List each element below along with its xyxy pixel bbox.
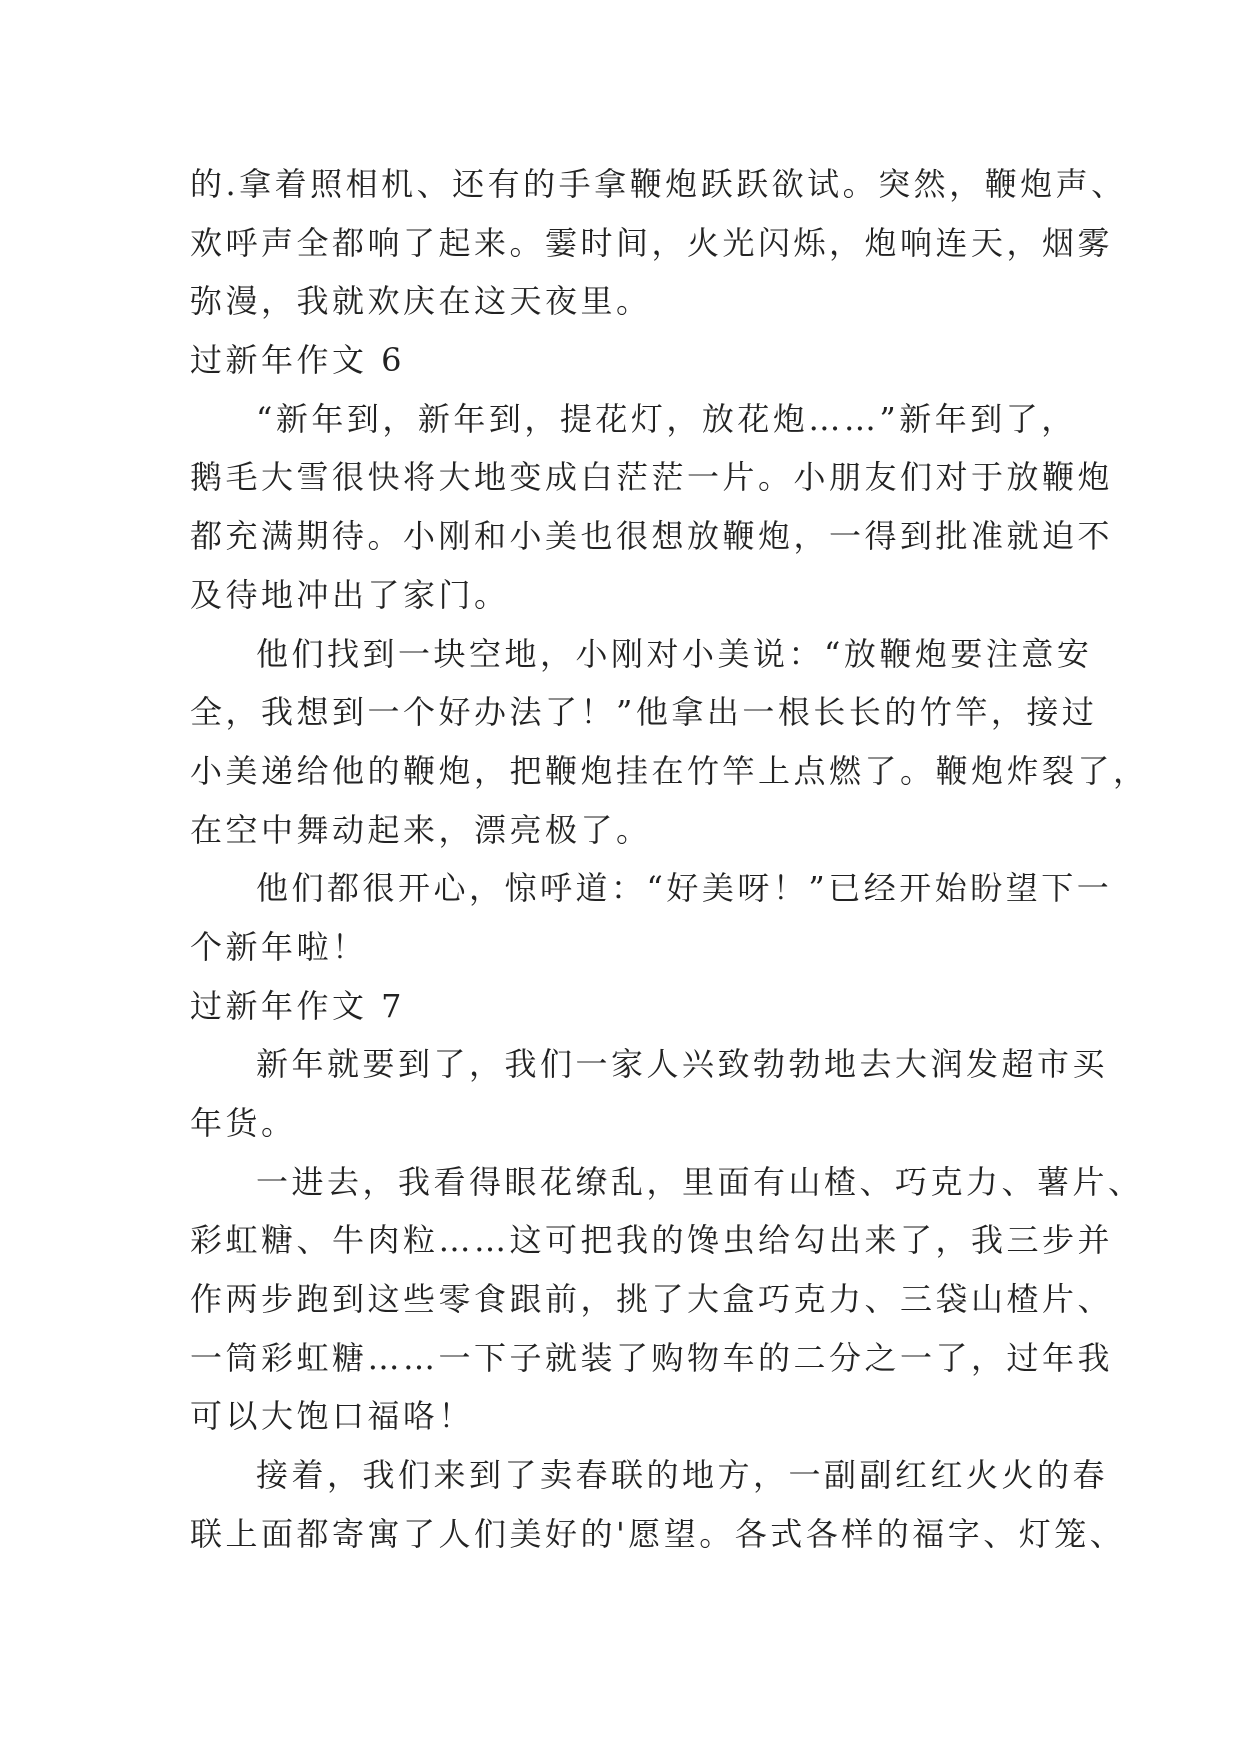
paragraph-line: 一进去，我看得眼花缭乱，里面有山楂、巧克力、薯片、 [256,1162,1144,1201]
paragraph-line: 弥漫，我就欢庆在这天夜里。 [190,282,652,321]
paragraph-line: 联上面都寄寓了人们美好的'愿望。各式各样的福字、灯笼、 [190,1514,1126,1553]
paragraph-line: 小美递给他的鞭炮，把鞭炮挂在竹竿上点燃了。鞭炮炸裂了， [190,751,1149,790]
section-heading: 过新年作文 7 [190,986,406,1025]
paragraph-line: 可以大饱口福咯！ [190,1397,475,1436]
section-heading: 过新年作文 6 [190,341,406,380]
paragraph-line: 全，我想到一个好办法了！”他拿出一根长长的竹竿，接过 [190,693,1098,732]
paragraph-line: 都充满期待。小刚和小美也很想放鞭炮，一得到批准就迫不 [190,517,1114,556]
paragraph-line: 的.拿着照相机、还有的手拿鞭炮跃跃欲试。突然，鞭炮声、 [190,165,1127,203]
paragraph-line: 作两步跑到这些零食跟前，挑了大盒巧克力、三袋山楂片、 [190,1280,1114,1319]
paragraph-line: 欢呼声全都响了起来。霎时间，火光闪烁，炮响连天，烟雾 [190,223,1114,262]
paragraph-line: 在空中舞动起来，漂亮极了。 [190,810,652,849]
paragraph-line: “新年到，新年到，提花灯，放花炮……”新年到了， [256,399,1077,438]
paragraph-line: 新年就要到了，我们一家人兴致勃勃地去大润发超市买 [256,1045,1109,1084]
paragraph-line: 年货。 [190,1104,297,1142]
paragraph-line: 鹅毛大雪很快将大地变成白茫茫一片。小朋友们对于放鞭炮 [190,458,1114,497]
paragraph-line: 接着，我们来到了卖春联的地方，一副副红红火火的春 [256,1456,1109,1495]
paragraph-line: 个新年啦！ [190,927,368,966]
document-body [190,155,1149,1564]
paragraph-line: 他们都很开心，惊呼道：“好美呀！”已经开始盼望下一 [256,869,1113,908]
paragraph-line: 一筒彩虹糖……一下子就装了购物车的二分之一了，过年我 [190,1338,1114,1377]
paragraph-line: 及待地冲出了家门。 [190,575,510,614]
paragraph-line: 彩虹糖、牛肉粒……这可把我的馋虫给勾出来了，我三步并 [190,1221,1114,1260]
paragraph-line: 他们找到一块空地，小刚对小美说：“放鞭炮要注意安 [256,634,1093,673]
